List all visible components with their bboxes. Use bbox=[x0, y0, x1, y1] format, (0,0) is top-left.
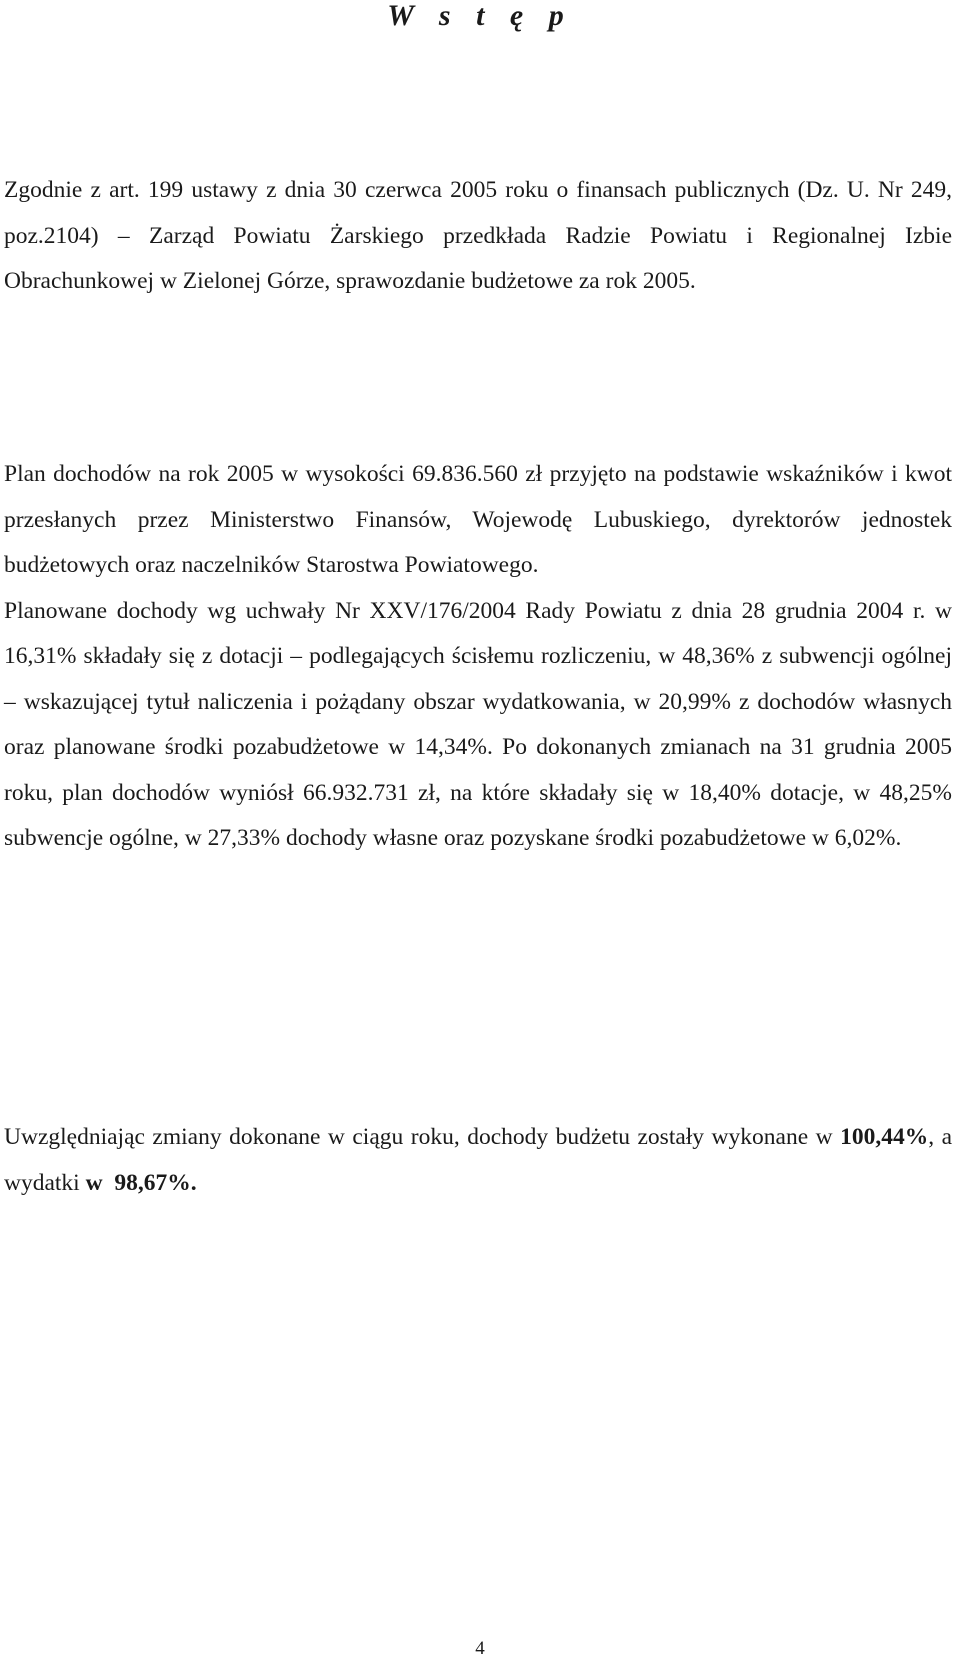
income-execution-value: 100,44% bbox=[840, 1124, 929, 1150]
execution-summary-paragraph bbox=[4, 1115, 952, 1206]
expenses-execution-value: 98,67%. bbox=[114, 1169, 197, 1196]
page-title: W s t ę p bbox=[387, 0, 573, 32]
income-plan-text: Plan dochodów na rok 2005 w wysokości 69.836.560 zł przyjęto na podstawie wskaźników i kwot przesłanych przez Ministerstwo Finansów, Wojewodę Lubuskiego, dyrektorów jednostek budżetowych oraz naczelników Starostwa Powiatowego. bbox=[4, 461, 952, 578]
page-number: 4 bbox=[475, 1638, 485, 1659]
execution-intro-text: Uwzględniając zmiany dokonane w ciągu roku, dochody budżetu zostały wykonane w bbox=[4, 1124, 841, 1150]
execution-middle-text: , a wydatki bbox=[4, 1124, 952, 1196]
intro-paragraph: Zgodnie z art. 199 ustawy z dnia 30 czerwca 2005 roku o finansach publicznych (Dz. U. Nr 249, poz.2104) – Zarząd Powiatu Żarskiego przedkłada Radzie Powiatu i Regionalnej Izbie Obrachunkowej w Zielonej Górze, sprawozdanie budżetowe za rok 2005. bbox=[4, 177, 952, 294]
planned-income-text: Planowane dochody wg uchwały Nr XXV/176/2004 Rady Powiatu z dnia 28 grudnia 2004 r. w 16,31% składały się z dotacji – podlegających ścisłemu rozliczeniu, w 48,36% z subwencji ogólnej – wskazującej tytuł naliczenia i pożądany obszar wydatkowania, w 20,99% z dochodów własnych oraz planowane środki pozabudżetowe w 14,34%. Po dokonanych zmianach na 31 grudnia 2005 roku, plan dochodów wyniósł 66.932.731 zł, na które składały się w 18,40% dotacje, w 48,25% subwencje ogólne, w 27,33% dochody własne oraz pozyskane środki pozabudżetowe w 6,02%. bbox=[4, 597, 952, 851]
income-plan-paragraph bbox=[4, 452, 952, 862]
expenses-w-text: w bbox=[85, 1169, 103, 1196]
